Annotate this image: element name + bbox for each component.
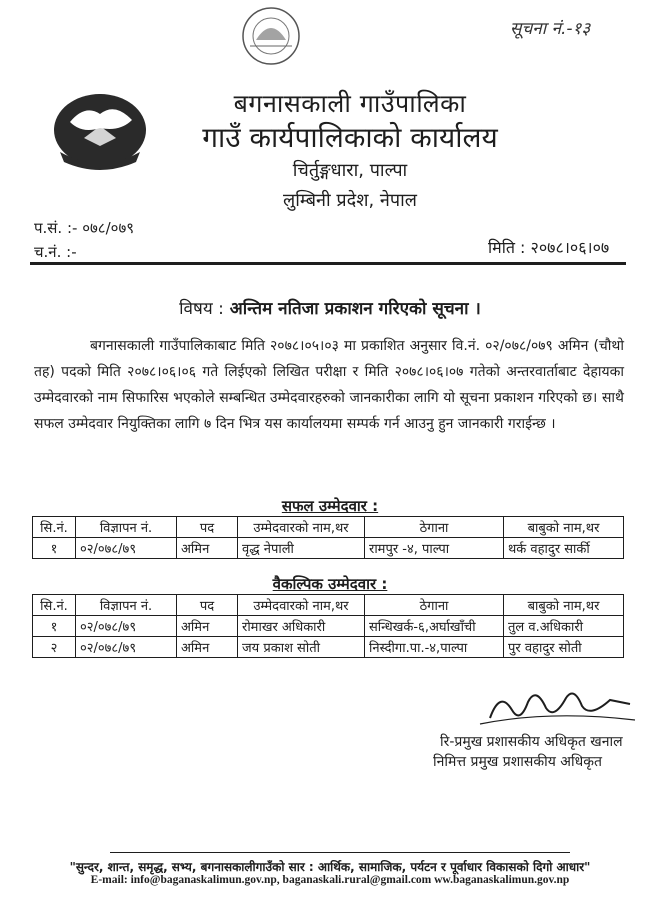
table-cell: रोमाखर अधिकारी [238, 616, 365, 637]
table-cell: ०२/०७८/७९ [76, 637, 177, 658]
column-header: ठेगाना [365, 595, 504, 616]
successful-candidates-table [32, 516, 624, 559]
table-cell: अमिन [177, 637, 238, 658]
letter-body: बगनासकाली गाउँपालिकाबाट मिति २०७८।०५।०३ मा प्रकाशित अनुसार वि.नं. ०२/०७८/०७९ अमिन (चौथो तह) पदको मिति २०७८।०६।०६ गते लिईएको लिखित परीक्षा र मिति २०७८।०६।०७ गतेको अन्तरवार्ताबाट देहायका उम्मेदवारको नाम सिफारिस भएकोले सम्बन्धित उम्मेदवारहरुको जानकारीका लागि यो सूचना प्रकाशन गरिएको छ। साथै सफल उम्मेदवार नियुक्तिका लागि ७ दिन भित्र यस कार्यालयमा सम्पर्क गर्न आउनु हुन जानकारी गराईन्छ । [34, 338, 624, 432]
alternate-candidates-heading: वैकल्पिक उम्मेदवार : [272, 575, 388, 593]
office-title: गाउँ कार्यपालिकाको कार्यालय [202, 121, 498, 154]
table-cell: अमिन [177, 616, 238, 637]
column-header: पद [177, 595, 238, 616]
table-cell: ०२/०७८/७९ [76, 538, 177, 559]
column-header: पद [177, 517, 238, 538]
table-header-row [33, 517, 624, 538]
column-header: विज्ञापन नं. [76, 595, 177, 616]
column-header: उम्मेदवारको नाम,थर [238, 595, 365, 616]
table-cell: अमिन [177, 538, 238, 559]
column-header: विज्ञापन नं. [76, 517, 177, 538]
table-cell: ०२/०७८/७९ [76, 616, 177, 637]
signatory-name: रि-प्रमुख प्रशासकीय अधिकृत खनाल [440, 734, 623, 750]
table-row [33, 637, 624, 658]
table-cell: जय प्रकाश सोती [238, 637, 365, 658]
dispatch-number: च.नं. :- [34, 243, 77, 261]
signatory-title: निमित्त प्रमुख प्रशासकीय अधिकृत [433, 754, 602, 770]
table-cell: तुल व.अधिकारी [504, 616, 624, 637]
office-seal-icon [238, 6, 304, 66]
table-row [33, 538, 624, 559]
table-row [33, 616, 624, 637]
letter-date: मिति : २०७८।०६।०७ [488, 238, 610, 257]
footer-contact: E-mail: info@baganaskalimun.gov.np, baganaskali.rural@gmail.com ww.baganaskalimun.gov.np [90, 874, 570, 886]
table-cell: २ [33, 637, 76, 658]
office-address-line: चिर्तुङ्गधारा, पाल्पा [292, 160, 408, 181]
notice-number: सूचना नं.-१३ [510, 19, 591, 39]
alternate-candidates-table [32, 594, 624, 658]
table-cell: सन्धिखर्क-६,अर्घाखाँची [365, 616, 504, 637]
subject-text: अन्तिम नतिजा प्रकाशन गरिएको सूचना । [229, 299, 481, 319]
table-cell: रामपुर -४, पाल्पा [365, 538, 504, 559]
office-name: बगनासकाली गाउँपालिका [233, 89, 467, 118]
reference-number: प.सं. :- ०७८/०७९ [34, 219, 135, 237]
table-cell: १ [33, 538, 76, 559]
successful-candidates-heading: सफल उम्मेदवार : [281, 497, 379, 515]
handwritten-signature-icon [470, 680, 640, 730]
column-header: सि.नं. [33, 517, 76, 538]
table-cell: निस्दीगा.पा.-४,पाल्पा [365, 637, 504, 658]
table-cell: थर्क वहादुर सार्की [504, 538, 624, 559]
column-header: उम्मेदवारको नाम,थर [238, 517, 365, 538]
column-header: सि.नं. [33, 595, 76, 616]
footer-divider [110, 852, 570, 853]
table-header-row [33, 595, 624, 616]
header-divider [30, 262, 626, 265]
footer-slogan: "सुन्दर, शान्त, समृद्ध, सभ्य, बगनासकालीगाउँको सार : आर्थिक, सामाजिक, पर्यटन र पूर्वाधार विकासको दिगो आधार" [69, 860, 591, 874]
column-header: ठेगाना [365, 517, 504, 538]
column-header: बाबुको नाम,थर [504, 517, 624, 538]
subject-label: विषय : [179, 299, 224, 319]
office-province-line: लुम्बिनी प्रदेश, नेपाल [283, 190, 417, 211]
column-header: बाबुको नाम,थर [504, 595, 624, 616]
letter-subject [0, 296, 660, 319]
table-cell: पुर वहादुर सोती [504, 637, 624, 658]
table-cell: वृद्ध नेपाली [238, 538, 365, 559]
table-cell: १ [33, 616, 76, 637]
